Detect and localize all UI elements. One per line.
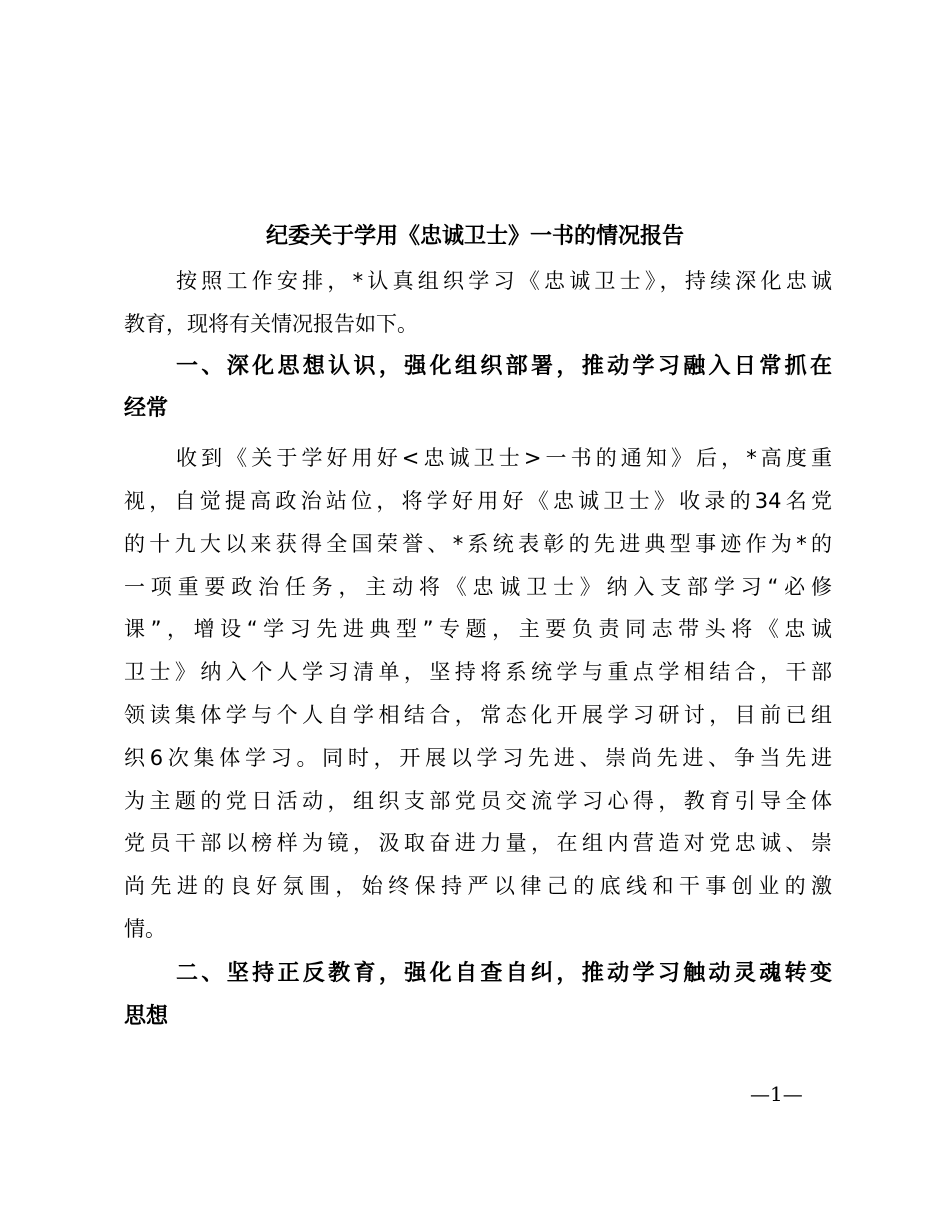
text-line: 一、深化思想认识，强化组织部署，推动学习融入日常抓在: [176, 353, 832, 379]
text-line: 党员干部以榜样为镜，汲取奋进力量，在组内营造对党忠诚、崇: [124, 831, 832, 856]
text-line: 课”，增设“学习先进典型”专题，主要负责同志带头将《忠诚: [124, 617, 832, 642]
section-1-paragraph: [124, 437, 832, 951]
text-line: 为主题的党日活动，组织支部党员交流学习心得，教育引导全体: [124, 788, 832, 813]
text-line: 经常: [124, 396, 169, 422]
document-body: [124, 260, 832, 1038]
section-heading-1: [124, 346, 832, 432]
page-number: —1—: [750, 1082, 803, 1106]
text-line: 思想: [124, 1003, 169, 1029]
text-line: 收到《关于学好用好<忠诚卫士>一书的通知》后，*高度重: [176, 446, 832, 471]
text-line: 按照工作安排，*认真组织学习《忠诚卫士》，持续深化忠诚: [176, 269, 832, 293]
text-line: 二、坚持正反教育，强化自查自纠，推动学习触动灵魂转变: [176, 960, 832, 986]
text-line: 尚先进的良好氛围，始终保持严以律己的底线和干事创业的激: [124, 874, 832, 899]
text-line: 卫士》纳入个人学习清单，坚持将系统学与重点学相结合，干部: [124, 660, 832, 685]
text-line: 一项重要政治任务，主动将《忠诚卫士》纳入支部学习“必修: [124, 574, 832, 599]
intro-paragraph: [124, 260, 832, 346]
text-line: 视，自觉提高政治站位，将学好用好《忠诚卫士》收录的34名党: [124, 488, 832, 513]
text-line: 情。: [124, 916, 166, 941]
text-line: 的十九大以来获得全国荣誉、*系统表彰的先进典型事迹作为*的: [124, 531, 832, 556]
text-line: 领读集体学与个人自学相结合，常态化开展学习研讨，目前已组: [124, 702, 832, 727]
section-heading-2: [124, 953, 832, 1039]
document-title: 纪委关于学用《忠诚卫士》一书的情况报告: [265, 223, 684, 249]
text-line: 教育，现将有关情况报告如下。: [124, 311, 418, 336]
text-line: 织6次集体学习。同时，开展以学习先进、崇尚先进、争当先进: [124, 745, 832, 770]
